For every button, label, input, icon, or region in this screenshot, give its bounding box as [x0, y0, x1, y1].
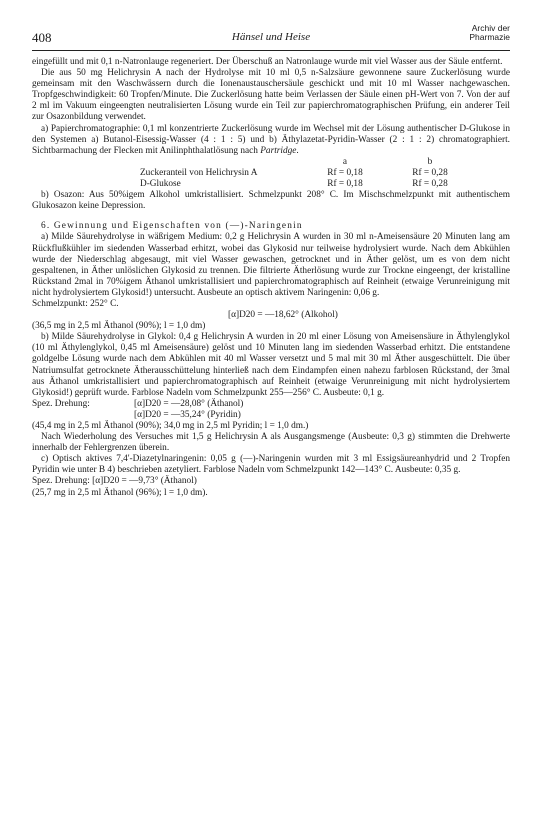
running-header	[32, 24, 510, 48]
paragraph: Die aus 50 mg Helichrysin A nach der Hydrolyse mit 10 ml 0,5 n-Salzsäure gewonnene saure Zuckerlösung wurde gemeinsam mit den Waschwässern durch die Ionenaustauschersäule geschickt und mit 10 ml Wasser nachgewaschen. Tropfgeschwindigkeit: 60 Tropfen/Minute. Die Zuckerlösung hatte beim Verlassen der Säule einen pH-Wert von 7. Von der auf 2 ml im Vakuum eingeengten neutralisierten Lösung wurde ein Teil zur papierchromatographischen Prüfung, ein anderer Teil zur Osazonbildung verwendet.	[32, 68, 510, 123]
paragraph: c) Optisch aktives 7,4'-Diazetylnaringenin: 0,05 g (—)-Naringenin wurden mit 3 ml Essigsäureanhydrid und 2 Tropfen Pyridin wie unter B 4) beschrieben azetyliert. Farblose Nadeln vom Schmelzpunkt 142—143° C. Ausbeute: 0,35 g.	[32, 454, 510, 476]
paragraph-end: .	[296, 145, 299, 156]
paragraph: eingefüllt und mit 0,1 n-Natronlauge regeneriert. Der Überschuß an Natronlauge wurde mit viel Wasser aus der Säule entfernt.	[32, 57, 503, 67]
paragraph	[32, 124, 510, 157]
measurement-conditions: (45,4 mg in 2,5 ml Äthanol (90%); 34,0 mg in 2,5 ml Pyridin; l = 1,0 dm.)	[32, 421, 309, 431]
rf-value-b: Rf = 0,28	[412, 179, 448, 190]
header-rule	[32, 50, 510, 51]
journal-name	[469, 24, 510, 42]
body-text	[32, 57, 510, 499]
rf-table	[140, 157, 510, 190]
rf-value-a: Rf = 0,18	[327, 179, 363, 190]
journal-line-1: Archiv der	[471, 23, 510, 33]
rf-value-b: Rf = 0,28	[412, 167, 448, 178]
melting-point: Schmelzpunkt: 252° C.	[32, 298, 119, 309]
measurement-conditions: (36,5 mg in 2,5 ml Äthanol (90%); l = 1,0 dm)	[32, 321, 206, 332]
journal-line-2: Pharmazie	[469, 32, 510, 42]
running-title: Hänsel und Heise	[231, 31, 311, 43]
paragraph-text: a) Papierchromatographie: 0,1 ml konzentrierte Zuckerlösung wurde im Wechsel mit der Lösung authentischer D-Glukose in den Systemen a) Butanol-Eisessig-Wasser (4 : 1 : 5) und b) Äthylazetat-Pyridin-Wasser (2 : 1 : 2) chromatographiert. Sichtbarmachung der Flecken mit Anilinphthalatlösung nach	[32, 123, 510, 156]
rf-row-label: Zuckeranteil von Helichrysin A	[140, 167, 258, 178]
paragraph: b) Osazon: Aus 50%igem Alkohol umkristallisiert. Schmelzpunkt 208° C. Im Mischschmelzpunkt mit authentischem Glukosazon keine Depression.	[32, 190, 510, 212]
rf-row-label: D-Glukose	[140, 179, 181, 190]
page-number: 408	[32, 30, 52, 45]
rf-col-b-header: b	[427, 156, 433, 167]
rf-col-a-header: a	[342, 156, 348, 167]
optical-rotation: [α]D20 = —18,62° (Alkohol)	[228, 310, 338, 321]
rotation-value: [α]D20 = —35,24° (Pyridin)	[134, 409, 241, 420]
rotation-label: Spez. Drehung:	[32, 398, 90, 409]
paragraph: b) Milde Säurehydrolyse in Glykol: 0,4 g Helichrysin A wurden in 20 ml einer Lösung von Ameisensäure in Äthylenglykol (10 ml Äthylenglykol, 0,45 ml Ameisensäure) gelöst und 10 Minuten lang im siedenden Wasserbad erhitzt. Die entstandene goldgelbe Lösung wurde nach dem Abkühlen mit 40 ml Wasser versetzt und 5 mal mit 30 ml Äther ausgeschüttelt. Die über Natriumsulfat getrocknete Ätherausschüttelung hinterließ nach dem Eindampfen einen nahezu farblosen Rückstand, der 3mal aus Äthanol umkristallisiert und papierchromatographisch auf Reinheit (etwaige Verunreinigung mit nicht hydrolysiertem Glykosid!) geprüft wurde. Farblose Nadeln vom Schmelzpunkt 255—256° C. Ausbeute: 0,1 g.	[32, 332, 510, 398]
rotation-line: Spez. Drehung: [α]D20 = —9,73° (Äthanol)	[32, 476, 197, 487]
rotation-value: [α]D20 = —28,08° (Äthanol)	[134, 398, 244, 409]
section-heading: 6. Gewinnung und Eigenschaften von (—)-Naringenin	[41, 221, 303, 232]
paragraph: Nach Wiederholung des Versuches mit 1,5 g Helichrysin A als Ausgangsmenge (Ausbeute: 0,3 g) stimmten die Drehwerte innerhalb der Fehlergrenzen überein.	[32, 432, 510, 454]
author-name: Partridge	[260, 145, 297, 156]
measurement-conditions: (25,7 mg in 2,5 ml Äthanol (96%); l = 1,0 dm).	[32, 487, 208, 498]
paragraph: a) Milde Säurehydrolyse in wäßrigem Medium: 0,2 g Helichrysin A wurden in 30 ml n-Ameisensäure 20 Minuten lang am Rückflußkühler im siedenden Wasserbad erhitzt, wobei das Glykosid nur teilweise hydrolysiert wurde. Nach dem Abkühlen wurde der Niederschlag abgesaugt, mit viel Wasser gewaschen, getrocknet und in Äther gelöst, um es von dem nicht gespaltenen, in Äther unlöslichen Glykosid zu trennen. Die filtrierte Ätherlösung wurde zur Trockne eingeengt, der kristalline Rückstand 2mal in 70%igem Äthanol umkristallisiert und papierchromatographisch auf Reinheit (etwaige Verunreinigung mit nicht hydrolysiertem Glykosid!) untersucht. Ausbeute an optisch aktivem Naringenin: 0,06 g.	[32, 232, 510, 298]
rf-value-a: Rf = 0,18	[327, 167, 363, 178]
rf-table-blank	[140, 157, 300, 168]
rotation-line	[32, 399, 510, 410]
